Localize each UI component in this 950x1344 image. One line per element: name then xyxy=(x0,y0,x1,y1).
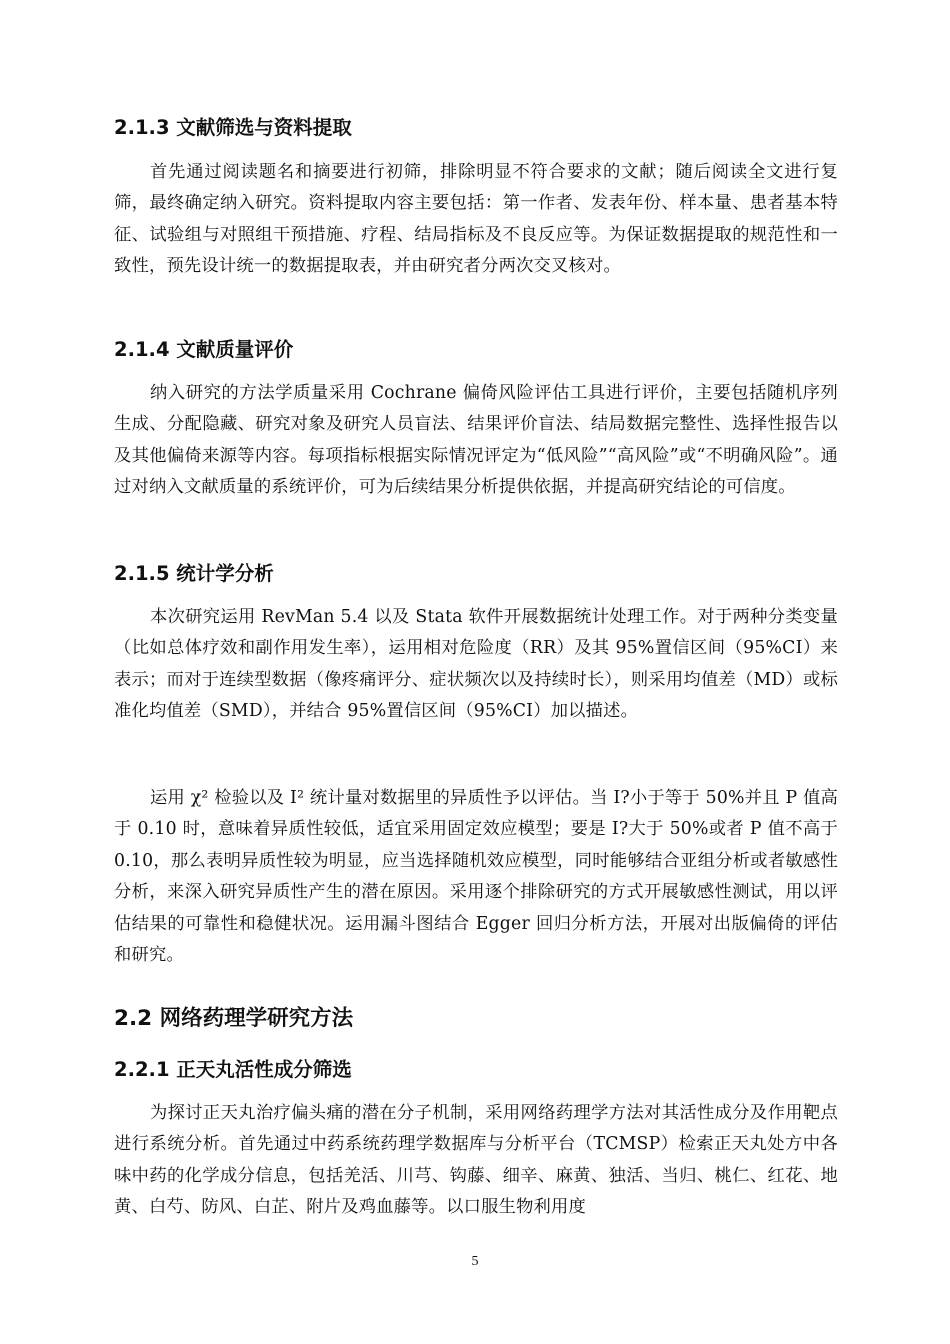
paragraph-2-1-4: 纳入研究的方法学质量采用 Cochrane 偏倚风险评估工具进行评价，主要包括随机序列生成、分配隐藏、研究对象及研究人员盲法、结果评价盲法、结局数据完整性、选择性报告以及其他偏倚来源等内容。每项指标根据实际情况评定为“低风险”“高风险”或“不明确风险”。通过对纳入文献质量的系统评价，可为后续结果分析提供依据，并提高研究结论的可信度。 xyxy=(114,383,838,498)
heading-2-1-3: 2.1.3 文献筛选与资料提取 xyxy=(114,116,352,139)
heading-2-1-5: 2.1.5 统计学分析 xyxy=(114,562,274,585)
paragraph-2-1-5-a: 本次研究运用 RevMan 5.4 以及 Stata 软件开展数据统计处理工作。对于两种分类变量（比如总体疗效和副作用发生率），运用相对危险度（RR）及其 95%置信区间（95%CI）来表示；而对于连续型数据（像疼痛评分、症状频次以及持续时长），则采用均值差（MD）或标准化均值差（SMD），并结合 95%置信区间（95%CI）加以描述。 xyxy=(114,607,838,722)
heading-2-1-4: 2.1.4 文献质量评价 xyxy=(114,338,294,361)
heading-2-2-1: 2.2.1 正天丸活性成分筛选 xyxy=(114,1058,352,1081)
page-number: 5 xyxy=(471,1254,479,1269)
heading-2-2: 2.2 网络药理学研究方法 xyxy=(114,1006,354,1031)
paragraph-2-1-3: 首先通过阅读题名和摘要进行初筛，排除明显不符合要求的文献；随后阅读全文进行复筛，最终确定纳入研究。资料提取内容主要包括：第一作者、发表年份、样本量、患者基本特征、试验组与对照组干预措施、疗程、结局指标及不良反应等。为保证数据提取的规范性和一致性，预先设计统一的数据提取表，并由研究者分两次交叉核对。 xyxy=(114,162,838,277)
paragraph-2-2-1: 为探讨正天丸治疗偏头痛的潜在分子机制，采用网络药理学方法对其活性成分及作用靶点进行系统分析。首先通过中药系统药理学数据库与分析平台（TCMSP）检索正天丸处方中各味中药的化学成分信息，包括羌活、川芎、钩藤、细辛、麻黄、独活、当归、桃仁、红花、地黄、白芍、防风、白芷、附片及鸡血藤等。以口服生物利用度 xyxy=(114,1103,838,1218)
paragraph-2-1-5-b: 运用 χ² 检验以及 I² 统计量对数据里的异质性予以评估。当 I?小于等于 50%并且 P 值高于 0.10 时，意味着异质性较低，适宜采用固定效应模型；要是 I?大于 50%或者 P 值不高于 0.10，那么表明异质性较为明显，应当选择随机效应模型，同时能够结合亚组分析或者敏感性分析，来深入研究异质性产生的潜在原因。采用逐个排除研究的方式开展敏感性测试，用以评估结果的可靠性和稳健状况。运用漏斗图结合 Egger 回归分析方法，开展对出版偏倚的评估和研究。 xyxy=(114,788,838,966)
